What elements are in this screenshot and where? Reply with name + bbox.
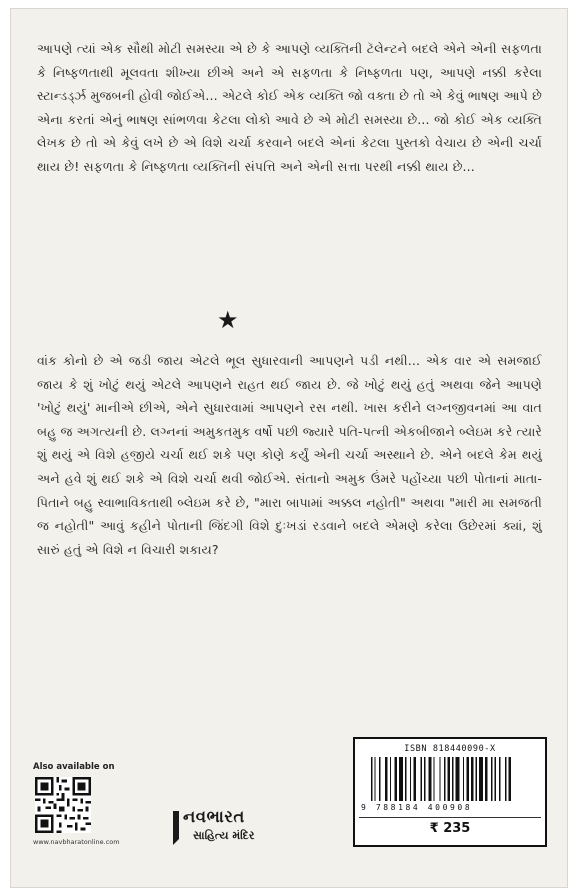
star-icon: ★ — [217, 306, 239, 334]
publisher-logo-icon — [171, 809, 181, 847]
price-label: ₹ 235 — [429, 821, 471, 836]
publisher-name-line-2: સાહિત્ય મંદિર — [193, 829, 255, 842]
availability-label: Also available on — [33, 762, 115, 772]
blurb-paragraph-1: આપણે ત્યાં એક સૌથી મોટી સમસ્યા એ છે કે આપણે વ્યક્તિની ટૅલેન્ટને બદલે એને એની સફળતા કે નિષ્ફળતાથી મૂલવતા શીખ્યા છીએ અને એ સફળતા કે નિષ્ફળતા પણ, આપણે નક્કી કરેલા સ્ટાન્ડર્ડ્ઝ મુજબની હોવી જોઈએ... એટલે કોઈ એક વ્યક્તિ જો વક્તા છે તો એ કેવું ભાષણ આપે છે એના કરતાં એનું ભાષણ સાંભળવા કેટલા લોકો આવે છે એ મોટી સમસ્યા છે... જો કોઈ એક વ્યક્તિ લેખક છે તો એ કેવું લખે છે એ વિશે ચર્ચા કરવાને બદલે એનાં કેટલા પુસ્તકો વેચાય છે એની ચર્ચા થાય છે! સફળતા કે નિષ્ફળતા વ્યક્તિની સંપત્તિ અને એની સત્તા પરથી નક્કી થાય છે... — [37, 41, 542, 174]
publisher-logo — [171, 807, 321, 847]
barcode-digits: 9 788184 400908 — [361, 803, 473, 812]
barcode-panel — [353, 737, 547, 847]
isbn-label: ISBN 818440090-X — [404, 744, 496, 754]
publisher-name-line-1: નવભારત — [183, 807, 245, 826]
back-cover — [10, 8, 568, 888]
website-url[interactable]: www.navbharatonline.com — [33, 838, 120, 846]
price-divider — [359, 817, 541, 818]
qr-code-icon[interactable] — [35, 777, 91, 833]
barcode-icon — [367, 757, 533, 803]
blurb-paragraph-2: વાંક કોનો છે એ જડી જાય એટલે ભૂલ સુધારવાની આપણને પડી નથી... એક વાર એ સમજાઈ જાય કે શું ખોટું થયું એટલે આપણને રાહત થઈ જાય છે. જે ખોટું થયું હતું અથવા જેને આપણે 'ખોટું થયું' માનીએ છીએ, એને સુધારવામાં આપણને રસ નથી. ખાસ કરીને લગ્નજીવનમાં આ વાત બહુ જ અગત્યની છે. લગ્નનાં અમુકતમુક વર્ષો પછી જ્યારે પતિ-પત્ની એકબીજાને બ્લેઇમ કરે ત્યારે શું થયું એ વિશે હજીયે ચર્ચા થઈ શકે પણ કોણે કર્યું એની ચર્ચા અસ્થાને છે. એને બદલે કેમ થયું અને હવે શું થઈ શકે એ વિશે ચર્ચા થવી જોઈએ. સંતાનો અમુક ઉંમરે પહોંચ્યા પછી પોતાનાં માતા-પિતાને બહુ સ્વાભાવિકતાથી બ્લેઇમ કરે છે, "મારા બાપામાં અક્કલ નહોતી" અથવા "મારી મા સમજતી જ નહોતી" આવું કહીને પોતાની જિંદગી વિશે દુઃખડાં રડવાને બદલે એમણે કરેલા ઉછેરમાં ક્યાં, શું સારું હતું એ વિશે ન વિચારી શકાય? — [37, 353, 542, 557]
